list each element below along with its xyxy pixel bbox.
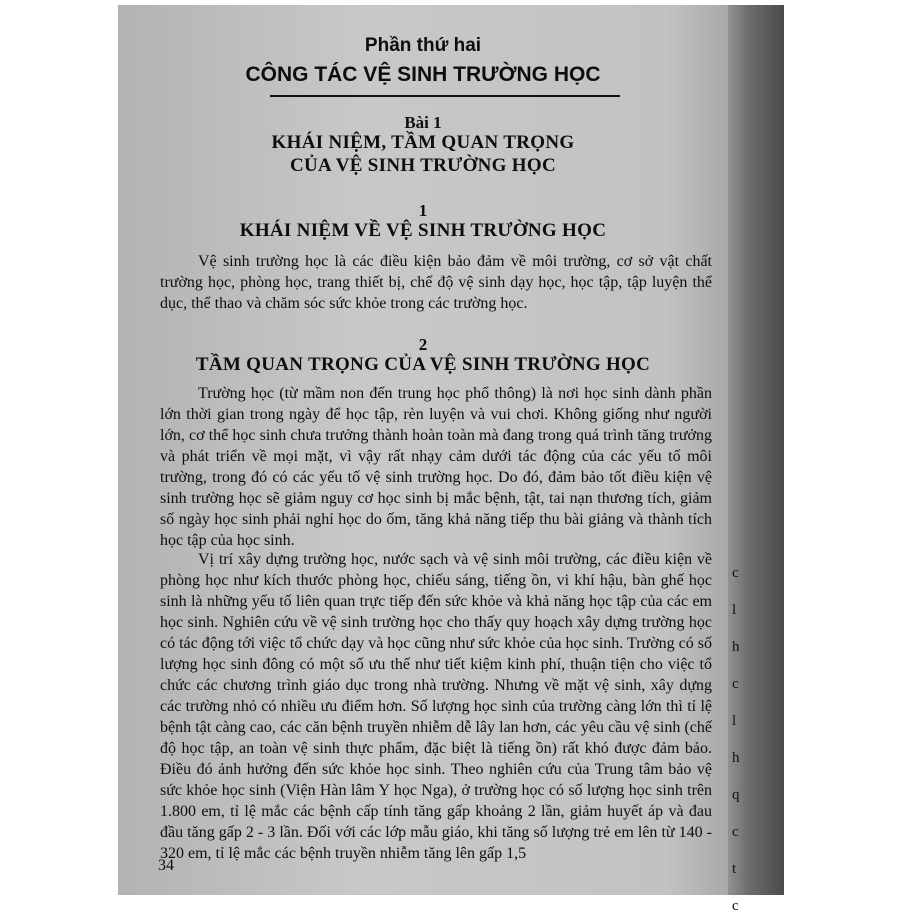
facing-page-letter: c bbox=[732, 565, 739, 581]
section1-title: KHÁI NIỆM VỀ VỆ SINH TRƯỜNG HỌC bbox=[239, 220, 607, 241]
facing-page-letter: h bbox=[732, 750, 740, 766]
book-photo bbox=[118, 5, 784, 914]
facing-page-letters bbox=[732, 565, 740, 915]
page-number: 34 bbox=[158, 857, 174, 874]
section2-paragraph2 bbox=[160, 549, 712, 864]
title-underline bbox=[270, 95, 620, 97]
paragraph-text: Vị trí xây dựng trường học, nước sạch và vệ sinh môi trường, các điều kiện về phòng học như kích thước phòng học, chiếu sáng, tiếng ồn, vi khí hậu, bàn ghế học sinh là những yếu tố liên quan trực tiếp đến sức khỏe và khả năng học tập của các em học sinh. Nghiên cứu về vệ sinh trường học cho thấy quy hoạch xây dựng trường học có tác động tới việc tổ chức dạy và học cũng như sức khỏe của học sinh. Trường có số lượng học sinh đông có một số ưu thế như tiết kiệm kinh phí, thuận tiện cho việc tổ chức các chương trình giáo dục trong nhà trường. Nhưng về mặt vệ sinh, xây dựng các trường nhỏ có nhiều ưu điểm hơn. Số lượng học sinh của trường càng lớn thì tỉ lệ bệnh tật càng cao, các căn bệnh truyền nhiễm dễ lây lan hơn, các yêu cầu vệ sinh (chế độ học tập, an toàn vệ sinh thực phẩm, đặc biệt là tiếng ồn) rất khó được đảm bảo. Điều đó ảnh hưởng đến sức khỏe học sinh. Theo nghiên cứu của Trung tâm bảo vệ sức khỏe học sinh (Viện Hàn lâm Y học Nga), ở trường học có số lượng học sinh trên 1.800 em, tỉ lệ mắc các bệnh cấp tính tăng gấp khoảng 2 lần, giảm huyết áp và đau đầu tăng gấp 2 - 3 lần. Đối với các lớp mẫu giáo, khi tăng số lượng trẻ em lên từ 140 - 320 em, tỉ lệ mắc các bệnh truyền nhiễm tăng lên gấp 1,5 bbox=[160, 551, 712, 862]
section2-number: 2 bbox=[418, 335, 428, 354]
facing-page-letter: l bbox=[732, 713, 737, 729]
facing-page-letter: q bbox=[732, 787, 740, 803]
lesson-title-line1: KHÁI NIỆM, TẦM QUAN TRỌNG bbox=[271, 132, 575, 153]
facing-page-letter: c bbox=[732, 676, 739, 692]
paragraph-text: Vệ sinh trường học là các điều kiện bảo đảm về môi trường, cơ sở vật chất trường học, phòng học, trang thiết bị, chế độ vệ sinh dạy học, học tập, tập luyện thể dục, thể thao và chăm sóc sức khỏe trong các trường học. bbox=[160, 253, 712, 312]
facing-page-letter: c bbox=[732, 824, 739, 840]
facing-page-edge bbox=[724, 5, 784, 914]
part-title: Phần thứ hai bbox=[364, 35, 482, 56]
paragraph-text: Trường học (từ mầm non đến trung học phổ thông) là nơi học sinh dành phần lớn thời gian trong ngày để học tập, rèn luyện và vui chơi. Không giống như người lớn, cơ thể học sinh chưa trưởng thành hoàn toàn mà đang trong quá trình tăng trưởng và phát triển về mọi mặt, vì vậy rất nhạy cảm dưới tác động của các yếu tố môi trường, trong đó có các yếu tố vệ sinh trường học. Do đó, đảm bảo tốt điều kiện vệ sinh trường học sẽ giảm nguy cơ học sinh bị mắc bệnh, tật, tai nạn thương tích, giảm số ngày học sinh phải nghỉ học do ốm, tăng khả năng tiếp thu bài giảng và thành tích học tập của học sinh. bbox=[160, 385, 712, 549]
section2-paragraph1 bbox=[160, 383, 712, 551]
book-page bbox=[118, 5, 728, 895]
facing-page-letter: h bbox=[732, 639, 740, 655]
facing-page-letter: c bbox=[732, 898, 739, 914]
facing-page-letter: t bbox=[732, 861, 737, 877]
section1-number: 1 bbox=[418, 201, 428, 220]
section2-title: TẦM QUAN TRỌNG CỦA VỆ SINH TRƯỜNG HỌC bbox=[195, 354, 651, 375]
lesson-title-line2: CỦA VỆ SINH TRƯỜNG HỌC bbox=[290, 155, 556, 176]
facing-page-letter: l bbox=[732, 602, 737, 618]
lesson-number: Bài 1 bbox=[404, 113, 442, 132]
main-title: CÔNG TÁC VỆ SINH TRƯỜNG HỌC bbox=[245, 63, 601, 86]
section1-paragraph bbox=[160, 251, 712, 314]
